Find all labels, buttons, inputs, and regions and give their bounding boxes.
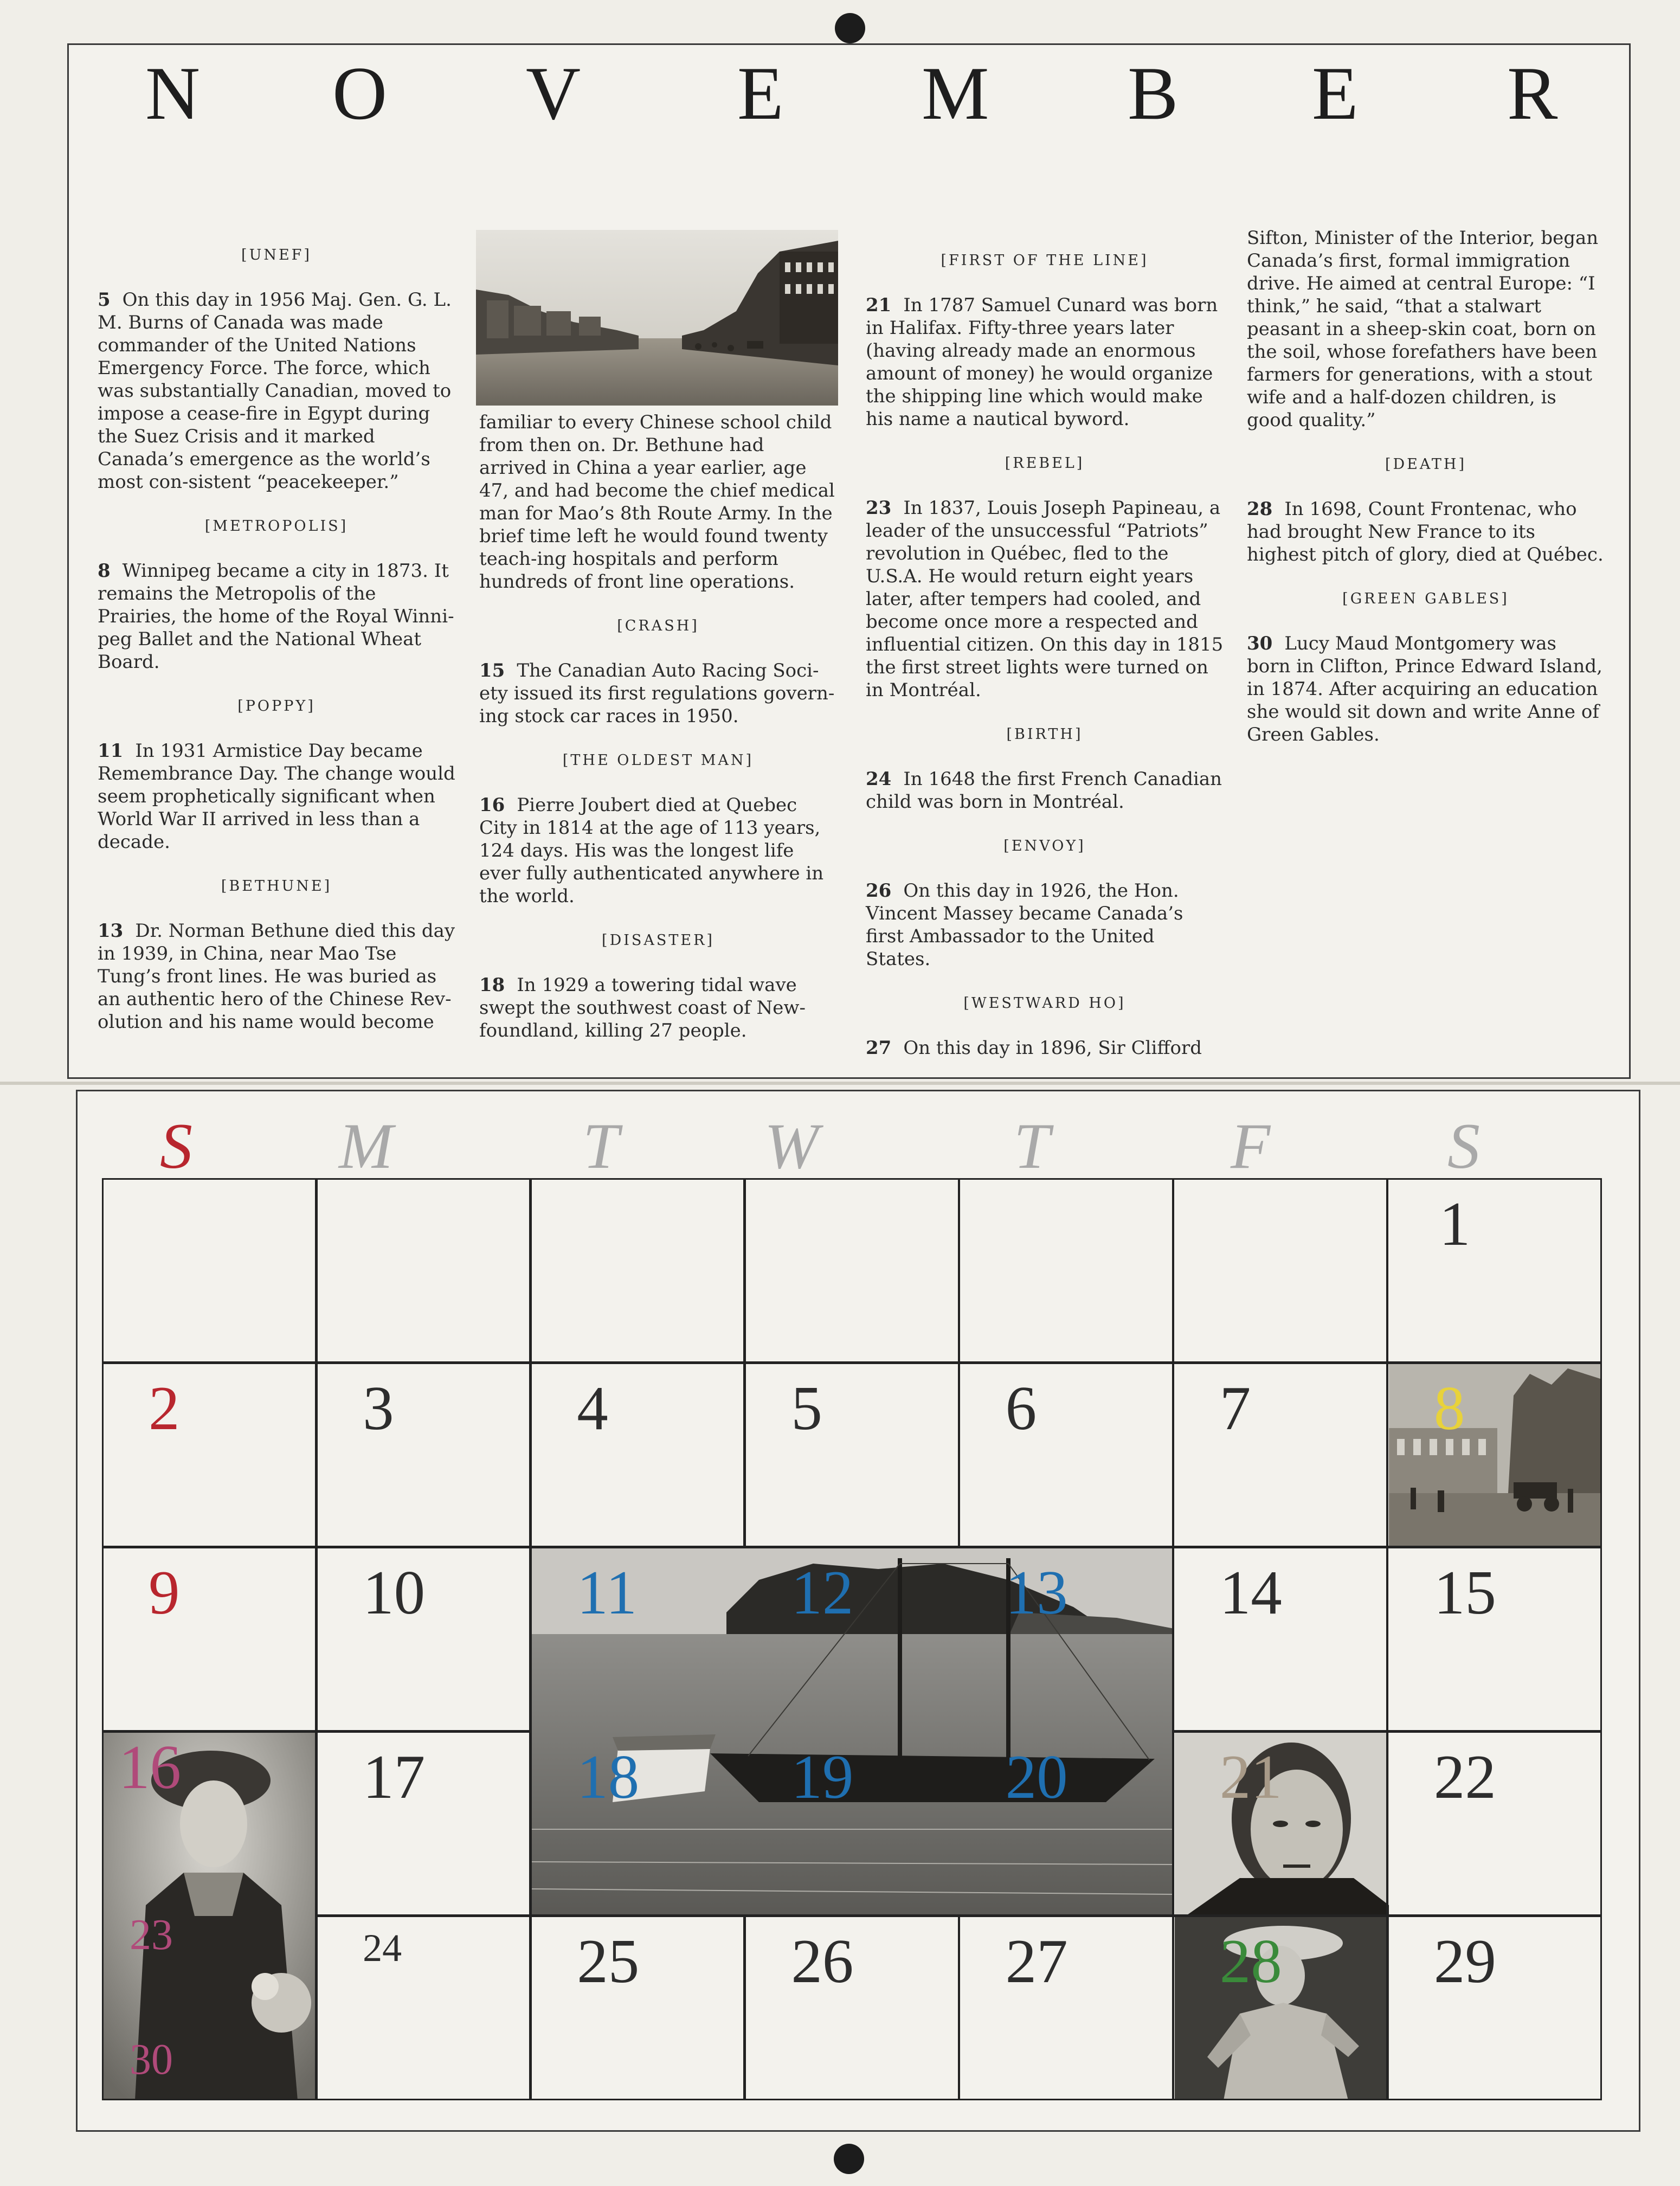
calendar-cell[interactable] <box>744 1178 960 1364</box>
date-number: 19 <box>791 1743 854 1811</box>
date-number: 30 <box>130 2036 173 2084</box>
section-heading: [DISASTER] <box>602 932 715 949</box>
entry-text: Dr. Norman Bethune died this day in 1939, in China, near Mao Tse Tung’s front lines. He was buried as an authentic hero of the Chinese Rev-olution and his name would become <box>98 920 455 1033</box>
entry-text: In 1837, Louis Joseph Papineau, a leader of the unsuccessful “Patriots” revolution in Québec, fled to the U.S.A. He would return eight years later, after tempers had cooled, and become once more a respected and influential citizen. On this day in 1815 the first street lights were turned on in Montréal. <box>866 497 1224 701</box>
entry-paragraph <box>1247 498 1605 566</box>
calendar-cell[interactable] <box>958 1362 1174 1548</box>
month-letter: V <box>526 52 583 136</box>
calendar-cell[interactable] <box>530 1362 745 1548</box>
calendar-cell[interactable] <box>530 1178 745 1364</box>
date-number: 5 <box>791 1374 822 1443</box>
month-letter: N <box>145 52 203 136</box>
date-number: 4 <box>577 1374 608 1443</box>
date-number: 6 <box>1005 1374 1037 1443</box>
date-number: 16 <box>119 1733 181 1802</box>
date-number: 14 <box>1219 1558 1282 1627</box>
entry-paragraph <box>98 740 455 853</box>
calendar-cell[interactable] <box>316 1915 531 2101</box>
date-number: 7 <box>1219 1374 1251 1443</box>
entry-day-number: 30 <box>1247 633 1273 654</box>
section-heading: [POPPY] <box>237 698 316 715</box>
entry-text: On this day in 1956 Maj. Gen. G. L. M. Burns of Canada was made commander of the United Nations Emergency Force. The force, which was substantially Canadian, moved to impose a cease-fire in Egypt during the Suez Crisis and it marked Canada’s emergence as the world’s most con-sistent “peacekeeper.” <box>98 289 452 493</box>
section-heading: [BETHUNE] <box>221 878 332 895</box>
entry-day-number: 28 <box>1247 498 1273 520</box>
binder-hole-bottom <box>834 2144 864 2174</box>
entry-text: In 1787 Samuel Cunard was born in Halifax. Fifty-three years later (having already made an enormous amount of money) he would organize the shipping line which would make his name a nautical byword. <box>866 294 1218 430</box>
text-column-1 <box>98 244 455 1055</box>
calendar-cell[interactable] <box>1173 1362 1388 1548</box>
entry-day-number: 23 <box>866 497 892 519</box>
page-fold <box>0 1082 1680 1085</box>
date-number: 27 <box>1005 1927 1068 1996</box>
date-number: 15 <box>1433 1558 1496 1627</box>
entry-day-number: 26 <box>866 880 892 902</box>
calendar-cell[interactable] <box>744 1362 960 1548</box>
date-number: 8 <box>1433 1374 1465 1443</box>
entry-day-number: 8 <box>98 560 111 582</box>
section-heading: [THE OLDEST MAN] <box>562 752 754 769</box>
date-number: 12 <box>791 1558 854 1627</box>
date-number: 1 <box>1439 1190 1471 1258</box>
date-number: 9 <box>149 1558 180 1627</box>
date-number: 20 <box>1005 1743 1068 1811</box>
entry-text: In 1648 the first French Canadian child was born in Montréal. <box>866 768 1222 813</box>
month-letter: E <box>737 52 786 136</box>
entry-paragraph <box>98 920 455 1033</box>
entry-paragraph <box>479 411 837 593</box>
section-heading: [CRASH] <box>617 618 699 634</box>
date-number: 22 <box>1433 1743 1496 1811</box>
entry-paragraph <box>98 560 455 673</box>
text-column-2 <box>479 411 837 1064</box>
date-number: 3 <box>363 1374 394 1443</box>
month-letter: B <box>1128 52 1181 136</box>
calendar-cell[interactable] <box>316 1362 531 1548</box>
entry-paragraph <box>866 497 1224 702</box>
entry-paragraph <box>1247 227 1605 432</box>
date-number: 25 <box>577 1927 640 1996</box>
section-heading: [WESTWARD HO] <box>963 995 1126 1012</box>
date-number: 13 <box>1005 1558 1068 1627</box>
entry-text: In 1698, Count Frontenac, who had brought New France to its highest pitch of glory, died at Québec. <box>1247 498 1604 565</box>
entry-text: The Canadian Auto Racing Soci-ety issued its first regulations govern-ing stock car races in 1950. <box>479 660 835 727</box>
section-heading: [METROPOLIS] <box>204 518 349 535</box>
entry-day-number: 11 <box>98 740 124 762</box>
calendar-cell[interactable] <box>102 1362 317 1548</box>
entry-paragraph <box>479 794 837 908</box>
weekday-letter: F <box>1231 1110 1271 1182</box>
date-number: 24 <box>363 1926 402 1970</box>
calendar-cell[interactable] <box>1173 1178 1388 1364</box>
text-column-3 <box>866 249 1224 1081</box>
entry-text: On this day in 1926, the Hon. Vincent Massey became Canada’s first Ambassador to the United States. <box>866 880 1183 970</box>
date-number: 26 <box>791 1927 854 1996</box>
entry-paragraph <box>479 974 837 1042</box>
entry-paragraph <box>866 294 1224 430</box>
entry-day-number: 18 <box>479 974 505 996</box>
section-heading: [BIRTH] <box>1006 726 1083 743</box>
entry-day-number: 15 <box>479 660 505 681</box>
entry-paragraph <box>866 879 1224 970</box>
weekday-letter: S <box>160 1110 192 1182</box>
section-heading: [UNEF] <box>241 247 312 263</box>
weekday-letter: S <box>1447 1110 1480 1182</box>
date-number: 11 <box>577 1558 638 1627</box>
month-letter: M <box>922 52 992 136</box>
entry-day-number: 24 <box>866 768 892 790</box>
entry-text: familiar to every Chinese school child from then on. Dr. Bethune had arrived in China a year earlier, age 47, and had become the chief medical man for Mao’s 8th Route Army. In the brief time left he would found twenty teach-ing hospitals and perform hundreds of front line operations. <box>479 412 835 593</box>
weekday-letter: W <box>764 1110 819 1182</box>
date-number: 18 <box>577 1743 640 1811</box>
month-letter: R <box>1507 52 1560 136</box>
entry-text: In 1931 Armistice Day became Remembrance Day. The change would seem prophetically significant when World War II arrived in less than a decade. <box>98 740 455 853</box>
entry-text: Sifton, Minister of the Interior, began Canada’s first, formal immigration drive. He aimed at central Europe: “I think,” he said, “that a stalwart peasant in a sheep-skin coat, born on the soil, whose forefathers have been farmers for generations, with a stout wife and a half-dozen children, is good quality.” <box>1247 227 1599 431</box>
entry-day-number: 5 <box>98 289 111 311</box>
text-column-4 <box>1247 227 1605 768</box>
month-title <box>67 50 1631 158</box>
section-heading: [REBEL] <box>1005 455 1085 472</box>
entry-paragraph <box>98 288 455 493</box>
entry-text: Lucy Maud Montgomery was born in Clifton, Prince Edward Island, in 1874. After acquiring an education she would sit down and write Anne of Green Gables. <box>1247 633 1602 745</box>
entry-paragraph <box>866 1037 1224 1059</box>
entry-day-number: 21 <box>866 294 892 316</box>
section-heading: [GREEN GABLES] <box>1342 590 1509 607</box>
street-scene-photo <box>476 230 838 406</box>
section-heading: [DEATH] <box>1385 456 1466 473</box>
calendar-cell[interactable] <box>1387 1178 1602 1364</box>
weekday-header <box>103 1109 1605 1182</box>
weekday-letter: M <box>339 1110 393 1182</box>
date-number: 21 <box>1219 1743 1282 1811</box>
date-number: 10 <box>363 1558 426 1627</box>
entry-text: In 1929 a towering tidal wave swept the southwest coast of New-foundland, killing 27 people. <box>479 974 806 1041</box>
date-number: 2 <box>149 1374 180 1443</box>
weekday-letter: T <box>1014 1110 1050 1182</box>
calendar-cell[interactable] <box>102 1547 317 1732</box>
entry-text: Winnipeg became a city in 1873. It remains the Metropolis of the Prairies, the home of the Royal Winni-peg Ballet and the National Wheat Board. <box>98 560 454 673</box>
calendar-grid <box>102 1179 1602 2100</box>
calendar-cell[interactable] <box>316 1178 531 1364</box>
date-number: 28 <box>1219 1927 1282 1996</box>
entry-text: Pierre Joubert died at Quebec City in 1814 at the age of 113 years, 124 days. His was the longest life ever fully authenticated anywhere in the world. <box>479 794 824 907</box>
entry-day-number: 13 <box>98 920 124 942</box>
entry-paragraph <box>1247 632 1605 746</box>
date-number: 17 <box>363 1743 426 1811</box>
month-letter: O <box>332 52 390 136</box>
month-letter: E <box>1312 52 1361 136</box>
section-heading: [FIRST OF THE LINE] <box>941 252 1149 269</box>
calendar-cell[interactable] <box>1387 1362 1602 1548</box>
date-number: 23 <box>130 1911 173 1959</box>
calendar-cell[interactable] <box>102 1178 317 1364</box>
entry-paragraph <box>866 768 1224 813</box>
entry-day-number: 27 <box>866 1037 892 1059</box>
entry-text: On this day in 1896, Sir Clifford <box>903 1037 1202 1059</box>
date-number: 29 <box>1433 1927 1496 1996</box>
section-heading: [ENVOY] <box>1003 838 1086 854</box>
weekday-letter: T <box>583 1110 619 1182</box>
binder-hole-top <box>835 13 865 43</box>
entry-day-number: 16 <box>479 794 505 816</box>
calendar-cell[interactable] <box>958 1178 1174 1364</box>
entry-paragraph <box>479 659 837 728</box>
